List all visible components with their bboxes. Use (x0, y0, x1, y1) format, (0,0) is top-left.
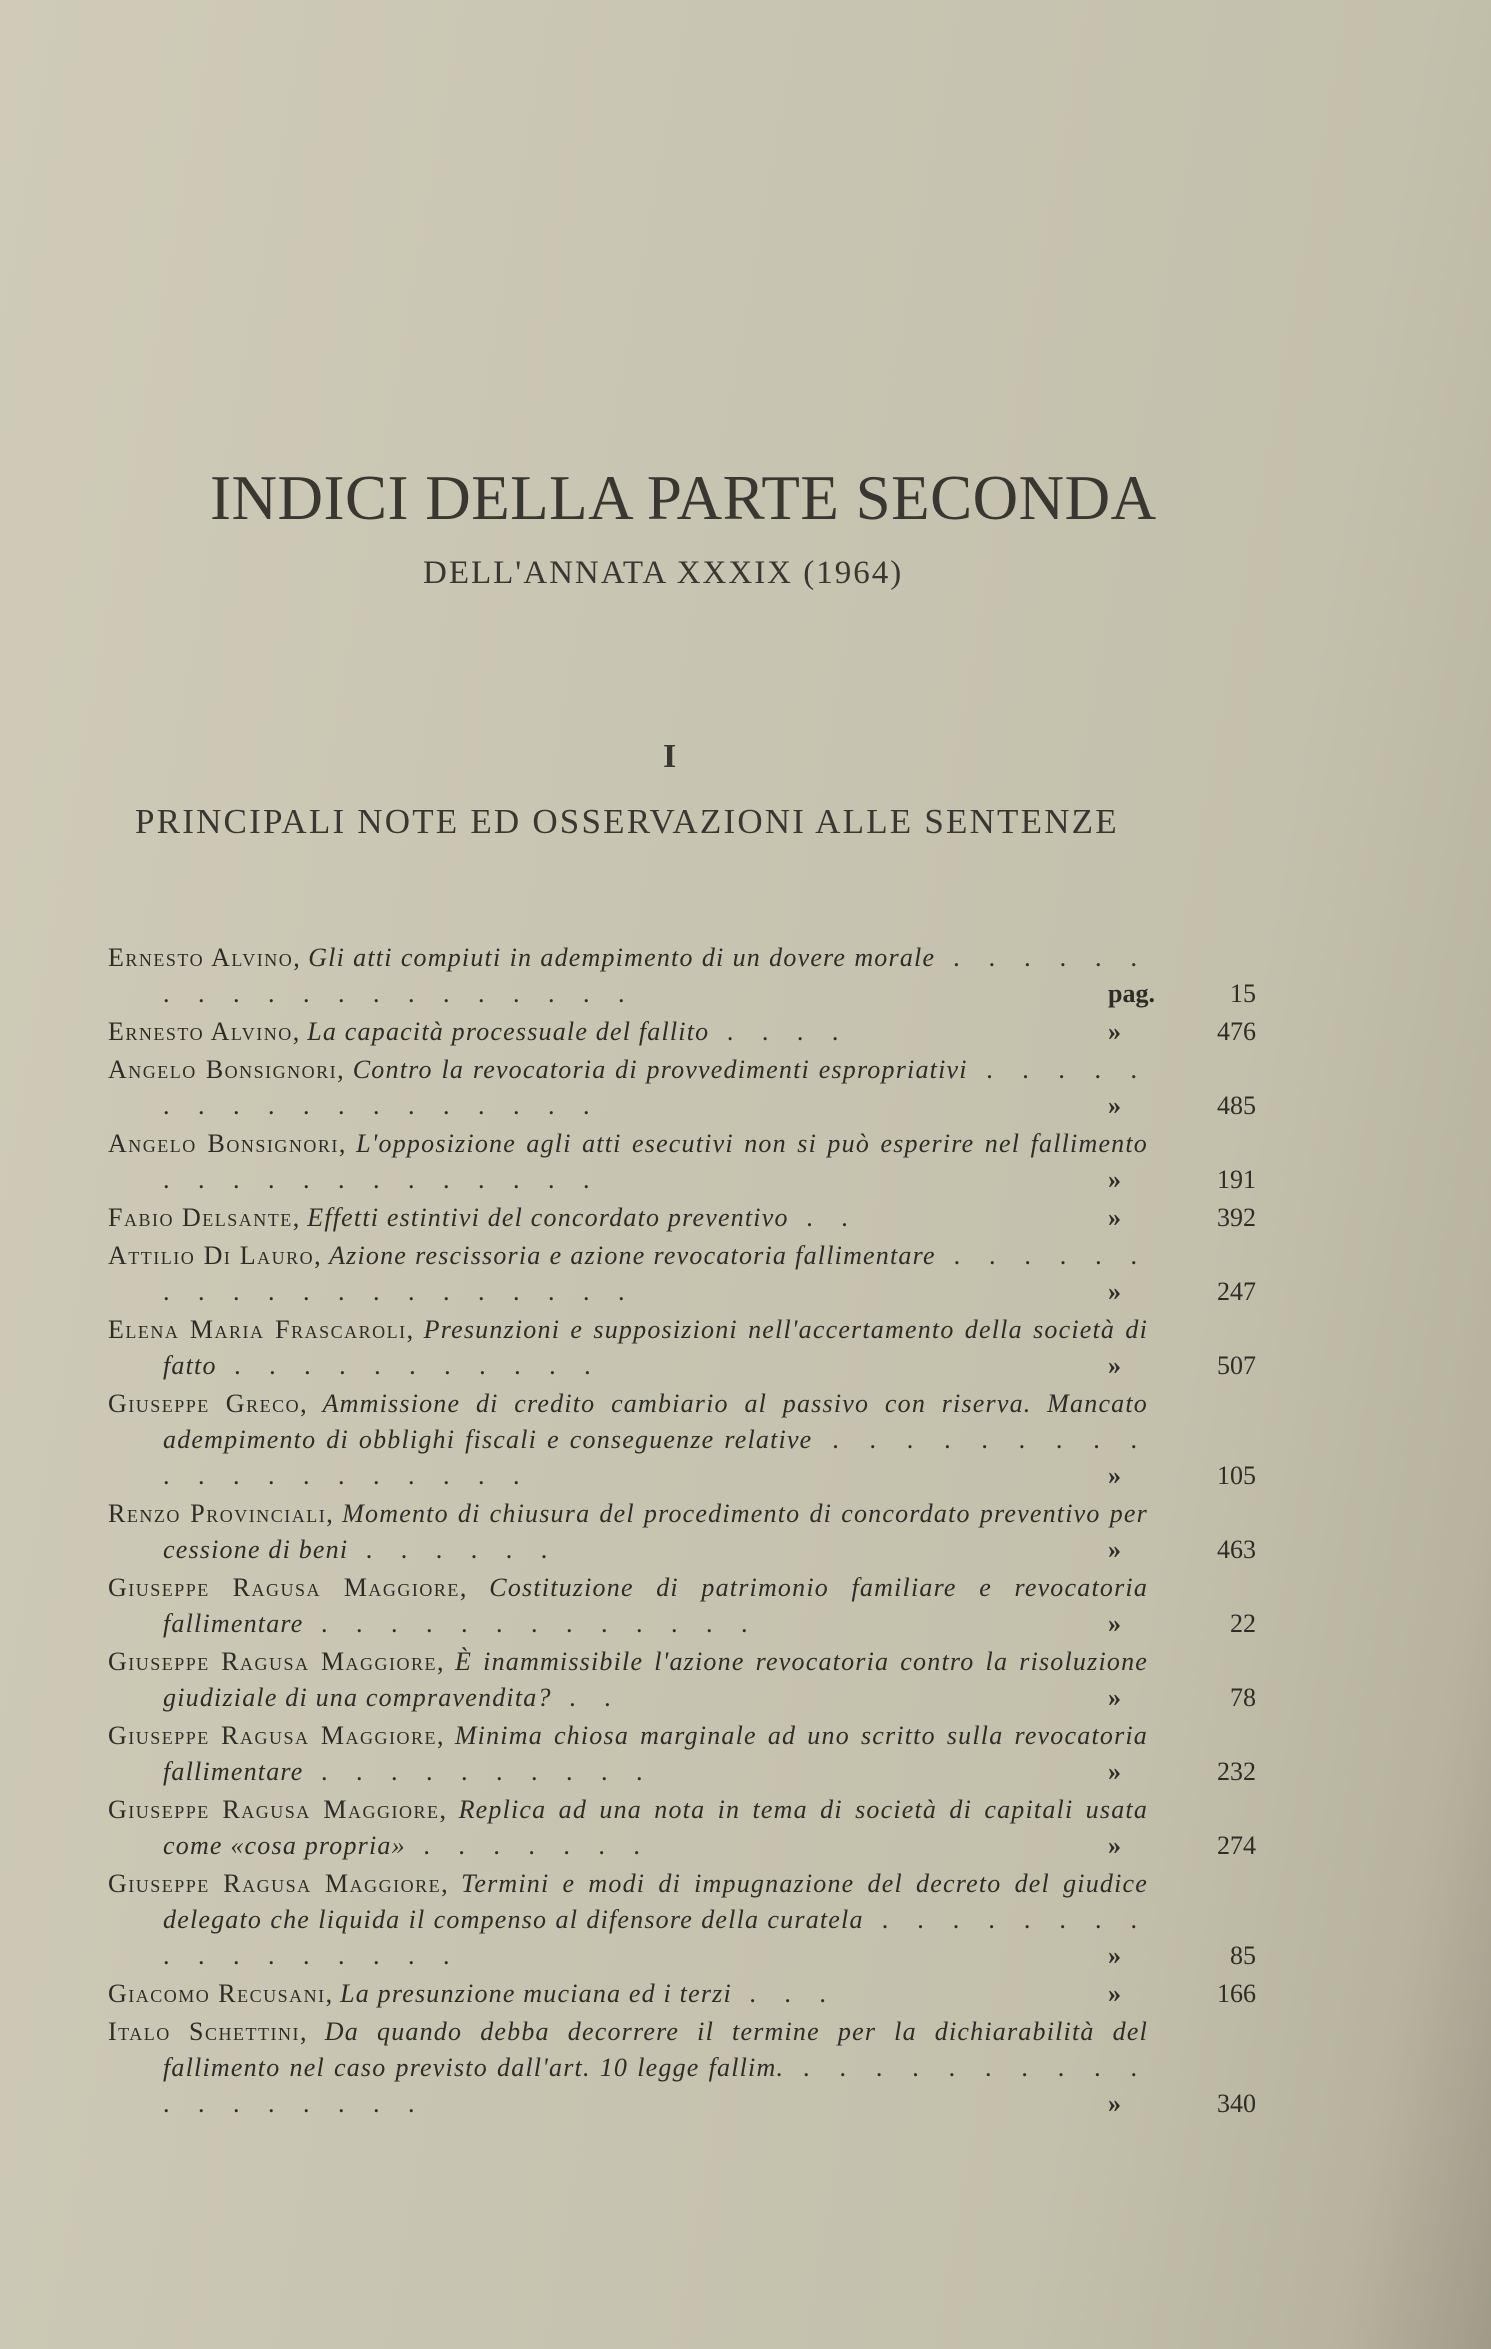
page-number: 191 (1217, 1165, 1256, 1194)
toc-entry (108, 1718, 1258, 1790)
entry-title: Da quando debba decorrere il termine per la dichiarabilità del fallimento nel caso previsto dall'art. 10 legge fallim. (163, 2017, 1148, 2082)
dot-leader: . . . . . . . . . . . . . . . . . (163, 1905, 1149, 1970)
page-prefix: pag. (1108, 979, 1155, 1008)
page-prefix: » (1108, 1203, 1121, 1232)
entry-title: La capacità processuale del fallito (307, 1017, 710, 1046)
entry-page-ref (1098, 1458, 1258, 1494)
entry-title: È inammissibile l'azione revocatoria contro la risoluzione giudiziale di una compravendita? (163, 1647, 1149, 1712)
entry-title: Minima chiosa marginale ad uno scritto sulla revocatoria fallimentare (163, 1721, 1149, 1786)
entry-page-ref (1098, 1754, 1258, 1790)
toc-entry (108, 1014, 1258, 1050)
dot-leader: . . . . . . . . . . . . . . . . . . . . (163, 943, 1148, 1008)
dot-leader: . . . . . . . . . . . . . (163, 1165, 601, 1194)
toc-entry (108, 1200, 1258, 1236)
dot-leader: . . . . . . . . . . . . . . . . . . . . (163, 1241, 1149, 1306)
toc-entry (108, 1238, 1258, 1310)
toc-entry (108, 1792, 1258, 1864)
toc-entry (108, 2014, 1258, 2122)
page-prefix: » (1108, 1609, 1121, 1638)
entry-page-ref (1098, 976, 1258, 1012)
entry-page-ref (1098, 1606, 1258, 1642)
entry-title: La presunzione muciana ed i terzi (340, 1979, 732, 2008)
page-prefix: » (1108, 1461, 1121, 1490)
dot-leader: . . . . . . . . . . . . . . . . . . (163, 1055, 1149, 1120)
page-prefix: » (1108, 1017, 1121, 1046)
page-number: 340 (1217, 2089, 1256, 2118)
section-title: PRINCIPALI NOTE ED OSSERVAZIONI ALLE SENTENZE (135, 802, 1119, 841)
dot-leader: . . (788, 1203, 859, 1232)
page-prefix: » (1108, 1757, 1121, 1786)
page-number: 485 (1217, 1091, 1256, 1120)
page-number: 463 (1217, 1535, 1256, 1564)
entry-author: Angelo Bonsignori, (108, 1129, 347, 1158)
entry-title: Termini e modi di impugnazione del decreto del giudice delegato che liquida il compenso al difensore della curatela (163, 1869, 1149, 1934)
entry-title: Presunzioni e supposizioni nell'accertamento della società di fatto (163, 1315, 1148, 1380)
entry-page-ref (1098, 1938, 1258, 1974)
entry-author: Giuseppe Greco, (108, 1389, 309, 1418)
page-prefix: » (1108, 1831, 1121, 1860)
toc-entry (108, 1052, 1258, 1124)
entry-page-ref (1098, 1532, 1258, 1568)
entry-title: Contro la revocatoria di provvedimenti espropriativi (352, 1055, 968, 1084)
dot-leader: . . . . . . . . . . . . . . . . . . . . (163, 1425, 1148, 1490)
subtitle: DELL'ANNATA XXXIX (1964) (423, 555, 904, 591)
toc-entry (108, 1386, 1258, 1494)
page-number: 392 (1217, 1203, 1256, 1232)
page-number: 166 (1217, 1979, 1256, 2008)
page-prefix: » (1108, 1535, 1121, 1564)
toc-entry (108, 1866, 1258, 1974)
entry-page-ref (1098, 1828, 1258, 1864)
entry-author: Giuseppe Ragusa Maggiore, (108, 1647, 446, 1676)
entry-author: Giacomo Recusani, (108, 1979, 334, 2008)
page-prefix: » (1108, 1979, 1121, 2008)
page-number: 232 (1217, 1757, 1256, 1786)
page-number: 274 (1217, 1831, 1256, 1860)
dot-leader: . . . . . . (348, 1535, 559, 1564)
table-of-contents (108, 940, 1258, 2124)
toc-entry (108, 940, 1258, 1012)
entry-page-ref (1098, 1274, 1258, 1310)
page-number: 15 (1230, 979, 1256, 1008)
page-prefix: » (1108, 1683, 1121, 1712)
toc-entry (108, 1312, 1258, 1384)
entry-page-ref (1098, 1680, 1258, 1716)
page-number: 247 (1217, 1277, 1256, 1306)
main-title: INDICI DELLA PARTE SECONDA (210, 463, 1157, 533)
dot-leader: . . . . (709, 1017, 850, 1046)
entry-title: Momento di chiusura del procedimento di concordato preventivo per cessione di beni (163, 1499, 1148, 1564)
entry-title: Replica ad una nota in tema di società di capitali usata come «cosa propria» (163, 1795, 1149, 1860)
entry-author: Renzo Provinciali, (108, 1499, 335, 1528)
entry-title: Ammissione di credito cambiario al passivo con riserva. Mancato adempimento di obblighi fiscali e conseguenze relative (163, 1389, 1149, 1454)
page-prefix: » (1108, 2089, 1121, 2118)
entry-page-ref (1098, 1200, 1258, 1236)
dot-leader: . . . . . . . . . . (303, 1757, 654, 1786)
page-number: 78 (1230, 1683, 1256, 1712)
toc-entry (108, 1496, 1258, 1568)
entry-author: Elena Maria Frascaroli, (108, 1315, 415, 1344)
entry-author: Italo Schettini, (108, 2017, 308, 2046)
entry-title: Azione rescissoria e azione revocatoria fallimentare (329, 1241, 936, 1270)
dot-leader: . . . . . . . . . . . (216, 1351, 602, 1380)
entry-title: L'opposizione agli atti esecutivi non si può esperire nel fallimento (356, 1129, 1149, 1158)
entry-title: Costituzione di patrimonio familiare e revocatoria fallimentare (163, 1573, 1149, 1638)
page-prefix: » (1108, 1091, 1121, 1120)
toc-entry (108, 1126, 1258, 1198)
entry-title: Gli atti compiuti in adempimento di un dovere morale (308, 943, 936, 972)
entry-author: Ernesto Alvino, (108, 943, 302, 972)
entry-author: Giuseppe Ragusa Maggiore, (108, 1795, 448, 1824)
toc-entry (108, 1570, 1258, 1642)
page-number: 85 (1230, 1941, 1256, 1970)
entry-author: Attilio Di Lauro, (108, 1241, 323, 1270)
dot-leader: . . . . . . . . . . . . . (303, 1609, 759, 1638)
page-number: 22 (1230, 1609, 1256, 1638)
page-prefix: » (1108, 1277, 1121, 1306)
dot-leader: . . . . . . . (405, 1831, 651, 1860)
page-number: 507 (1217, 1351, 1256, 1380)
entry-page-ref (1098, 1088, 1258, 1124)
entry-author: Angelo Bonsignori, (108, 1055, 346, 1084)
entry-author: Ernesto Alvino, (108, 1017, 301, 1046)
entry-author: Giuseppe Ragusa Maggiore, (108, 1869, 450, 1898)
entry-author: Giuseppe Ragusa Maggiore, (108, 1573, 468, 1602)
section-number: I (663, 738, 677, 775)
page-number: 476 (1217, 1017, 1256, 1046)
dot-leader: . . (551, 1683, 622, 1712)
entry-page-ref (1098, 2086, 1258, 2122)
entry-page-ref (1098, 1348, 1258, 1384)
toc-entry (108, 1644, 1258, 1716)
entry-author: Giuseppe Ragusa Maggiore, (108, 1721, 445, 1750)
dot-leader: . . . (731, 1979, 837, 2008)
entry-page-ref (1098, 1976, 1258, 2012)
page-prefix: » (1108, 1351, 1121, 1380)
toc-entry (108, 1976, 1258, 2012)
page-number: 105 (1217, 1461, 1256, 1490)
entry-author: Fabio Delsante, (108, 1203, 301, 1232)
page-prefix: » (1108, 1941, 1121, 1970)
dot-leader: . . . . . . . . . . . . . . . . . . (163, 2053, 1149, 2118)
entry-title: Effetti estintivi del concordato preventivo (307, 1203, 789, 1232)
entry-page-ref (1098, 1162, 1258, 1198)
page-prefix: » (1108, 1165, 1121, 1194)
entry-page-ref (1098, 1014, 1258, 1050)
